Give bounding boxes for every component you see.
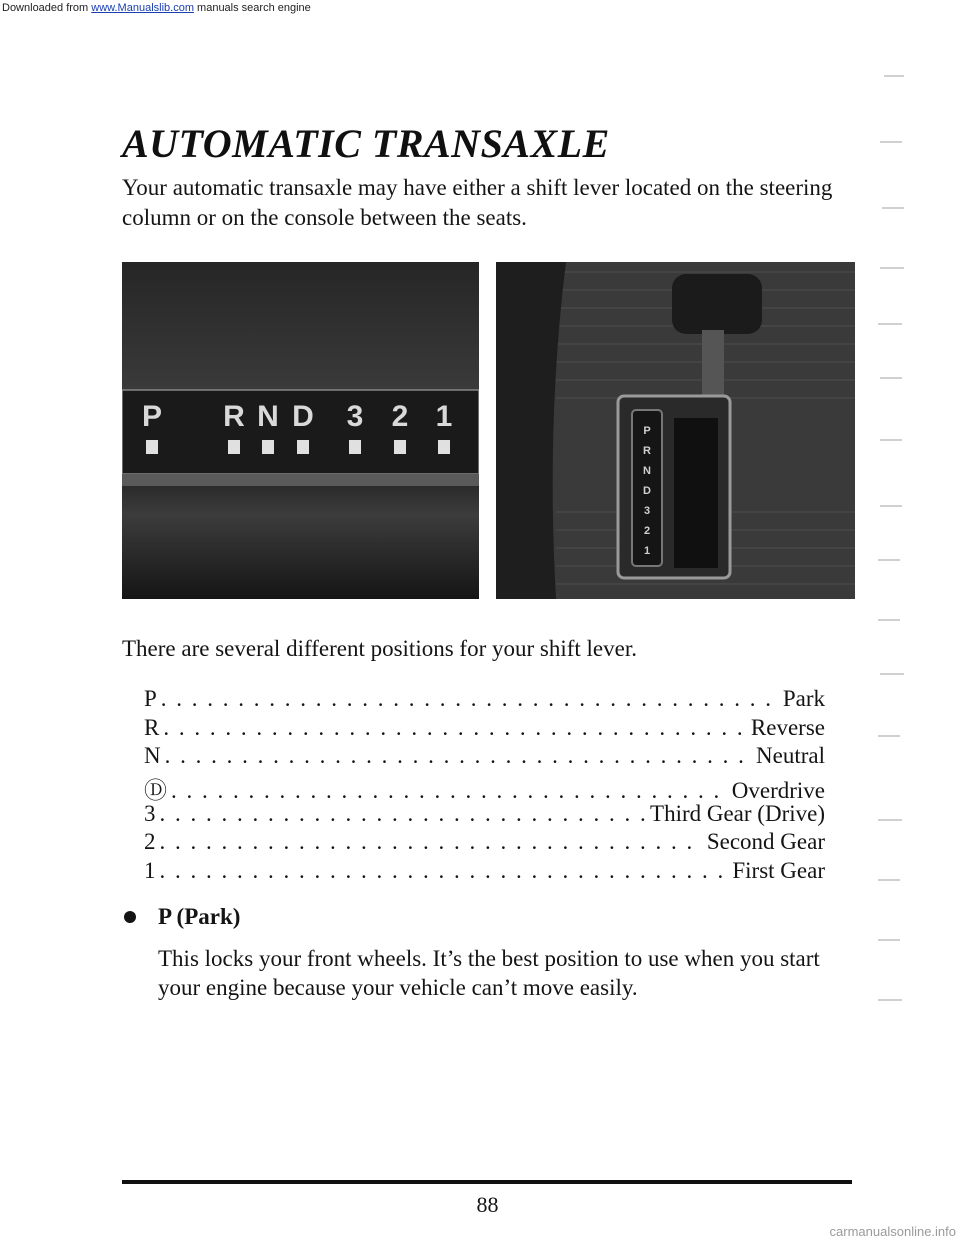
indicator-lamp: [146, 440, 158, 454]
indicator-lamp: [297, 440, 309, 454]
position-symbol: 2: [144, 829, 156, 855]
list-item: [144, 801, 825, 830]
position-symbol: P: [144, 686, 157, 711]
indicator-label: 2: [391, 400, 409, 433]
indicator-label: D: [292, 400, 314, 433]
shift-position-list: [144, 686, 825, 887]
footer-rule: [122, 1180, 852, 1184]
leader-dots: [165, 743, 752, 769]
list-item: [144, 829, 825, 858]
console-shifter-photo: [496, 262, 855, 599]
park-heading: P (Park): [158, 904, 241, 929]
leader-dots: [160, 858, 729, 884]
list-item: [144, 715, 825, 744]
position-symbol: N: [144, 743, 161, 769]
indicator-label: 3: [346, 400, 364, 433]
list-item: [144, 858, 825, 887]
banner-prefix: Downloaded from: [2, 2, 92, 14]
list-item: [144, 686, 825, 715]
position-symbol: 3: [144, 800, 156, 826]
console-gate-label: P: [643, 425, 651, 437]
indicator-label: 1: [435, 400, 453, 433]
position-name: Park: [782, 686, 825, 711]
margin-scan-marks: [868, 60, 928, 1180]
leader-dots: [163, 715, 747, 741]
console-gate-label: 3: [643, 505, 651, 517]
download-banner: [0, 0, 960, 16]
indicator-label: P: [141, 400, 163, 433]
shift-positions-intro: There are several different positions for your shift lever.: [122, 636, 637, 661]
position-symbol: 1: [144, 858, 156, 884]
console-gate-label: 2: [643, 525, 651, 537]
page-title: AUTOMATIC TRANSAXLE: [122, 121, 610, 166]
indicator-lamp: [438, 440, 450, 454]
position-name: Reverse: [750, 714, 825, 740]
console-gate-label: D: [643, 485, 651, 497]
leader-dots: [161, 686, 779, 712]
leader-dots: [160, 801, 647, 827]
position-name: Third Gear (Drive): [650, 800, 825, 826]
console-gate-label: R: [643, 445, 651, 457]
column-shift-indicator-photo: [122, 262, 479, 599]
position-symbol: R: [144, 714, 160, 740]
indicator-lamp: [349, 440, 361, 454]
indicator-label: R: [223, 400, 245, 433]
list-item: [144, 772, 825, 804]
list-item: [144, 743, 825, 772]
console-gate-label: N: [643, 465, 651, 477]
indicator-lamp: [262, 440, 274, 454]
indicator-lamp: [394, 440, 406, 454]
position-name: Second Gear: [706, 829, 825, 855]
leader-dots: [160, 829, 703, 855]
bullet-icon: [124, 911, 136, 923]
banner-suffix: manuals search engine: [193, 2, 311, 14]
console-gate-label: 1: [643, 545, 651, 557]
position-name: First Gear: [732, 858, 825, 884]
position-name: Overdrive: [731, 778, 825, 804]
park-description: This locks your front wheels. It’s the best position to use when you start your engine because your vehicle can’t move easily.: [158, 946, 820, 1000]
indicator-lamp: [228, 440, 240, 454]
position-symbol: Ⓓ: [144, 778, 167, 804]
indicator-label: N: [257, 400, 279, 433]
page-number: 88: [476, 1192, 499, 1217]
position-name: Neutral: [756, 743, 825, 769]
intro-paragraph: Your automatic transaxle may have either a shift lever located on the steering column or on the console between the seats.: [122, 175, 833, 230]
manualslib-link[interactable]: www.Manualslib.com: [91, 2, 194, 14]
watermark: carmanualsonline.info: [829, 1224, 956, 1239]
